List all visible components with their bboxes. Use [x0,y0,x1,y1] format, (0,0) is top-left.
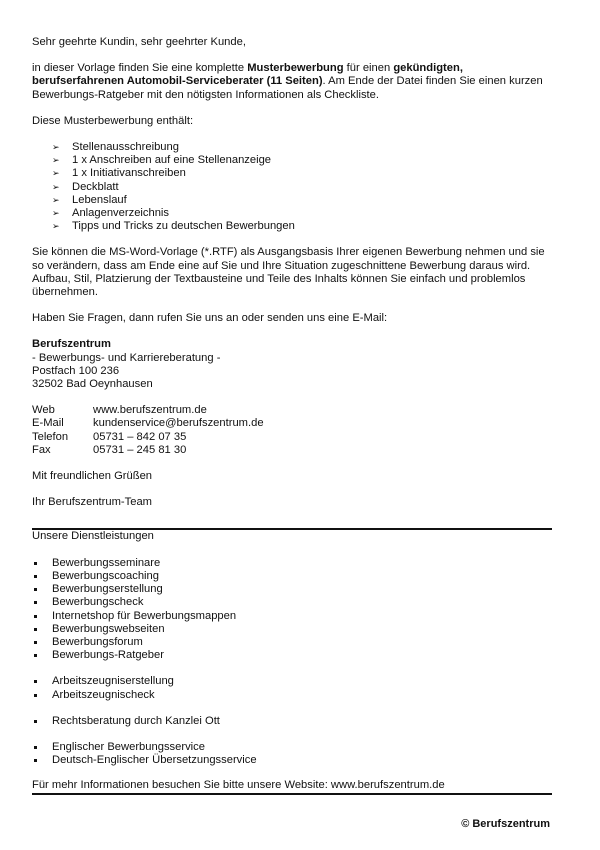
square-bullet-icon [34,588,37,591]
arrow-bullet-icon: ➢ [52,168,60,179]
services-list-main [32,557,552,663]
list-item: Bewerbungscoaching [32,570,552,583]
document-page [32,36,552,795]
salutation: Sehr geehrte Kundin, sehr geehrter Kunde, [32,36,246,48]
footer-website-text: Für mehr Informationen besuchen Sie bitte unsere Website: www.berufszentrum.de [32,779,445,792]
square-bullet-icon [34,680,37,683]
list-item: ➢ Deckblatt [52,180,119,193]
signature: Ihr Berufszentrum-Team [32,496,152,509]
services-list-legal [32,715,552,728]
list-item: Arbeitszeugnischeck [32,689,552,702]
intro-text-1: in dieser Vorlage finden Sie eine komplette [32,62,248,75]
list-item: Rechtsberatung durch Kanzlei Ott [32,715,552,728]
square-bullet-icon [34,759,37,762]
list-item: ➢ 1 x Initiativanschreiben [52,167,186,180]
questions-paragraph: Haben Sie Fragen, dann rufen Sie uns an oder senden uns eine E-Mail: [32,312,388,325]
list-item: Englischer Bewerbungsservice [32,741,552,754]
contact-row-fax: Fax 05731 – 245 81 30 [32,443,187,456]
arrow-bullet-icon: ➢ [52,155,60,166]
arrow-bullet-icon: ➢ [52,181,60,192]
services-list-zeugnis [32,675,552,701]
square-bullet-icon [34,601,37,604]
list-item: ➢ Lebenslauf [52,193,127,206]
square-bullet-icon [34,615,37,618]
list-item: Bewerbungs-Ratgeber [32,649,552,662]
contents-heading: Diese Musterbewerbung enthält: [32,114,194,127]
usage-paragraph: Sie können die MS-Word-Vorlage (*.RTF) als Ausgangsbasis Ihrer eigenen Bewerbung nehmen und sie so verändern, dass am Ende eine auf Sie und Ihre Situation zugeschnittene Bewerbung daraus wird. Aufbau, Stil, Platzierung der Textbausteine und Teile des Inhalts können Sie einfach und problemlos übernehmen. [32,246,545,299]
square-bullet-icon [34,641,37,644]
intro-text-3: . Am Ende der Datei finden Sie einen kurzen Bewerbungs-Ratgeber mit den nötigsten Informationen als Checkliste. [32,75,543,101]
email-link[interactable]: kundenservice@berufszentrum.de [93,417,264,430]
list-item: Bewerbungsforum [32,636,552,649]
square-bullet-icon [34,628,37,631]
list-item: Bewerbungscheck [32,596,552,609]
contents-list [32,141,552,233]
list-item: ➢ 1 x Anschreiben auf eine Stellenanzeige [52,154,272,167]
services-list-english [32,741,552,767]
list-item: ➢ Anlagenverzeichnis [52,207,170,220]
square-bullet-icon [34,746,37,749]
services-heading: Unsere Dienstleistungen [32,530,154,543]
square-bullet-icon [34,720,37,723]
contact-block [32,404,552,457]
footer-divider [32,793,552,795]
contact-row-web: Web www.berufszentrum.de [32,404,207,417]
contact-row-phone: Telefon 05731 – 842 07 35 [32,430,187,443]
contact-row-email: E-Mail kundenservice@berufszentrum.de [32,417,264,430]
square-bullet-icon [34,654,37,657]
arrow-bullet-icon: ➢ [52,221,60,232]
list-item: Bewerbungswebseiten [32,623,552,636]
address-block [32,338,552,391]
square-bullet-icon [34,694,37,697]
list-item: ➢ Tipps und Tricks zu deutschen Bewerbungen [52,220,295,233]
web-link[interactable]: www.berufszentrum.de [93,404,207,417]
company-subtitle: - Bewerbungs- und Karriereberatung - [32,351,221,364]
company-name: Berufszentrum [32,338,111,351]
city: 32502 Bad Oeynhausen [32,378,153,391]
square-bullet-icon [34,575,37,578]
list-item: Bewerbungserstellung [32,583,552,596]
arrow-bullet-icon: ➢ [52,142,60,153]
copyright-notice: © Berufszentrum [461,818,550,830]
arrow-bullet-icon: ➢ [52,208,60,219]
intro-bold-2: gekündigten, berufserfahrenen Automobil-Serviceberater (11 Seiten) [32,62,463,88]
list-item: Bewerbungsseminare [32,557,552,570]
square-bullet-icon [34,562,37,565]
closing: Mit freundlichen Grüßen [32,470,153,483]
list-item: Deutsch-Englischer Übersetzungsservice [32,754,552,767]
list-item: ➢ Stellenausschreibung [52,141,179,154]
list-item: Arbeitszeugniserstellung [32,675,552,688]
postfach: Postfach 100 236 [32,364,120,377]
list-item: Internetshop für Bewerbungsmappen [32,610,552,623]
arrow-bullet-icon: ➢ [52,194,60,205]
intro-paragraph [32,62,552,102]
intro-text-2: für einen [343,62,394,75]
intro-bold-1: Musterbewerbung [247,62,344,75]
